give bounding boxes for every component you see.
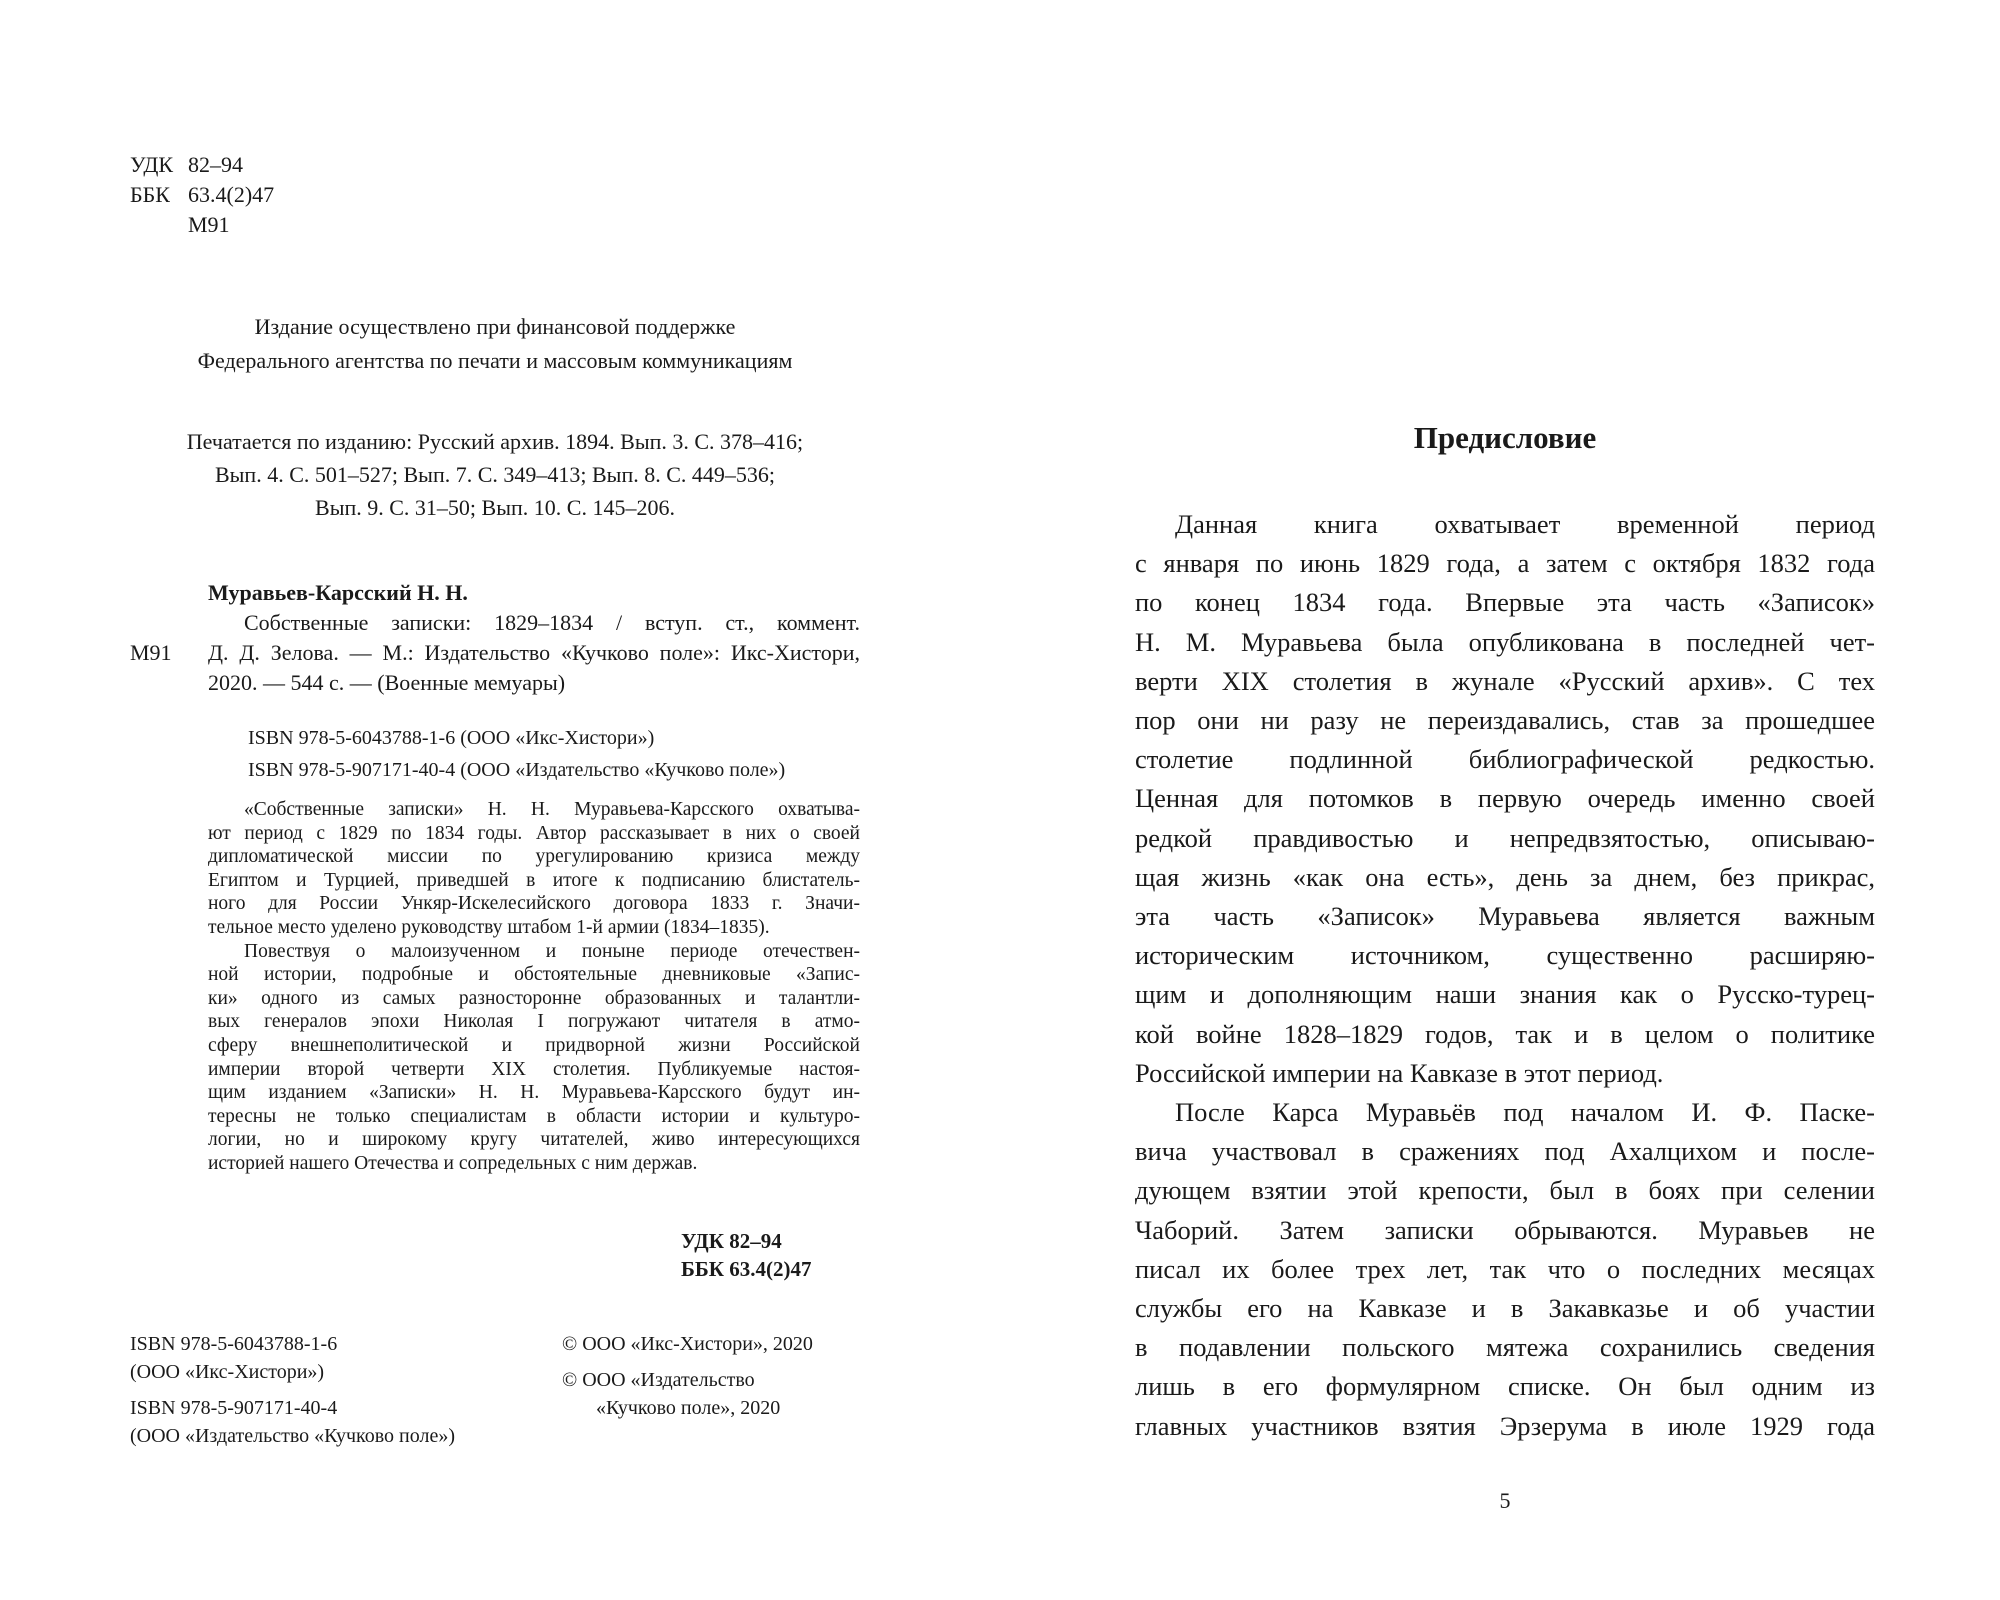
isbn-publisher: (ООО «Издательство «Кучково поле») bbox=[130, 1425, 456, 1447]
preface-text bbox=[1135, 505, 1875, 1446]
text-line: Чаборий. Затем записки обрываются. Муравьев не bbox=[1135, 1214, 1875, 1245]
text-line: Ценная для потомков в первую очередь именно своей bbox=[1135, 783, 1875, 814]
text-line: главных участников взятия Эрзерума в июле 1929 года bbox=[1135, 1410, 1875, 1441]
text-line: Повествуя о малоизученном и поныне периоде отечествен- bbox=[244, 940, 860, 962]
annotation-codes bbox=[681, 1227, 811, 1283]
page-number: 5 bbox=[1499, 1488, 1511, 1513]
bbk-row bbox=[130, 180, 274, 210]
record-author-sign: М91 bbox=[130, 640, 172, 665]
text-line: щим и дополняющим наши знания как о Русско-турец- bbox=[1135, 979, 1875, 1010]
text-line: кой войне 1828–1829 годов, так и в целом о политике bbox=[1135, 1018, 1875, 1049]
bibliographic-record bbox=[130, 578, 860, 698]
text-line: редкой правдивостью и непредвзятостью, описываю- bbox=[1135, 822, 1875, 853]
text-line: После Карса Муравьёв под началом И. Ф. Паске- bbox=[1175, 1097, 1875, 1128]
text-line: Данная книга охватывает временной период bbox=[1175, 509, 1875, 539]
chapter-heading: Предисловие bbox=[1413, 420, 1597, 455]
text-line: тересны не только специалистам в области истории и культуро- bbox=[208, 1105, 860, 1127]
text-line: империи второй четверти XIX столетия. Публикуемые настоя- bbox=[208, 1058, 860, 1080]
text-line: историческим источником, существенно расширяю- bbox=[1135, 940, 1875, 971]
text-line: с января по июнь 1829 года, а затем с октября 1832 года bbox=[1135, 548, 1875, 579]
text-line: службы его на Кавказе и в Закавказье и об участии bbox=[1135, 1293, 1875, 1324]
text-line: эта часть «Записок» Муравьева является важным bbox=[1135, 901, 1875, 932]
text-line: по конец 1834 года. Впервые эта часть «Записок» bbox=[1135, 587, 1875, 618]
record-description-line: 2020. — 544 с. — (Военные мемуары) bbox=[208, 670, 566, 695]
text-line: логии, но и широкому кругу читателей, живо интересующихся bbox=[208, 1129, 860, 1151]
text-line: Российской империи на Кавказе в этот период. bbox=[1135, 1057, 1664, 1088]
record-author: Муравьев-Карсский Н. Н. bbox=[208, 580, 468, 605]
text-line: историей нашего Отечества и сопредельных с ним держав. bbox=[208, 1152, 698, 1174]
right-page bbox=[1000, 0, 2000, 1600]
isbn-number: ISBN 978-5-907171-40-4 bbox=[130, 1397, 338, 1419]
udk-row bbox=[130, 150, 274, 180]
copyright-line: © ООО «Издательство bbox=[562, 1369, 755, 1391]
text-line: щая жизнь «как она есть», день за днем, без прикрас, bbox=[1135, 861, 1875, 892]
text-line: «Собственные записки» Н. Н. Муравьева-Карсского охватыва- bbox=[244, 799, 860, 820]
text-line: Египтом и Турцией, приведшей в итоге к подписанию блистатель- bbox=[208, 869, 860, 891]
text-line: Н. М. Муравьева была опубликована в последней чет- bbox=[1135, 626, 1875, 657]
isbn-list bbox=[130, 1330, 455, 1450]
text-line: дипломатической миссии по урегулированию кризиса между bbox=[208, 846, 860, 868]
classification-codes bbox=[130, 150, 274, 240]
annotation bbox=[208, 798, 860, 1176]
source-note-line: Вып. 9. С. 31–50; Вып. 10. С. 145–206. bbox=[315, 495, 675, 520]
text-line: верти XIX столетия в жунале «Русский архив». С тех bbox=[1135, 665, 1875, 696]
source-note-line: Печатается по изданию: Русский архив. 1894. Вып. 3. С. 378–416; bbox=[186, 429, 804, 454]
support-note-line: Издание осуществлено при финансовой поддержке bbox=[254, 314, 736, 339]
copyright-line: «Кучково поле», 2020 bbox=[596, 1397, 781, 1419]
source-note-line: Вып. 4. С. 501–527; Вып. 7. С. 349–413; Вып. 8. С. 449–536; bbox=[214, 462, 776, 487]
record-description bbox=[130, 608, 860, 698]
text-line: столетие подлинной библиографической редкостью. bbox=[1135, 744, 1875, 775]
text-line: щим изданием «Записки» Н. Н. Муравьева-Карсского будут ин- bbox=[208, 1082, 860, 1104]
isbn-number: ISBN 978-5-6043788-1-6 bbox=[130, 1333, 338, 1355]
text-line: дующем взятии этой крепости, был в боях при селении bbox=[1135, 1175, 1875, 1206]
text-line: ного для России Ункяр-Искелесийского договора 1833 г. Значи- bbox=[208, 893, 860, 915]
text-line: в подавлении польского мятежа сохранились сведения bbox=[1135, 1332, 1875, 1363]
text-line: вича участвовал в сражениях под Ахалцихом и после- bbox=[1135, 1136, 1875, 1167]
text-line: ной истории, подробные и обстоятельные дневниковые «Запис- bbox=[208, 964, 860, 986]
udk-value: 82–94 bbox=[188, 152, 243, 177]
support-note bbox=[130, 310, 860, 378]
annotation-udk: УДК 82–94 bbox=[681, 1229, 782, 1253]
annotation-bbk: ББК 63.4(2)47 bbox=[681, 1257, 812, 1281]
udk-label: УДК bbox=[130, 152, 174, 177]
isbn-publisher: (ООО «Икс-Хистори») bbox=[130, 1361, 325, 1383]
record-isbn-line: ISBN 978-5-907171-40-4 (ООО «Издательство «Кучково поле») bbox=[248, 759, 786, 781]
text-line: вых генералов эпохи Николая I погружают читателя в атмо- bbox=[208, 1011, 860, 1033]
source-note bbox=[130, 425, 860, 524]
copyright-block bbox=[562, 1330, 813, 1422]
text-line: пор они ни разу не переиздавались, став за прошедшее bbox=[1135, 705, 1875, 736]
record-isbn-line: ISBN 978-5-6043788-1-6 (ООО «Икс-Хистори») bbox=[248, 727, 655, 749]
support-note-line: Федерального агентства по печати и массовым коммуникациям bbox=[197, 348, 793, 373]
bbk-label: ББК bbox=[130, 182, 170, 207]
text-line: сферу внешнеполитической и придворной жизни Российской bbox=[208, 1034, 860, 1056]
copyright-line: © ООО «Икс-Хистори», 2020 bbox=[562, 1333, 813, 1355]
author-sign: М91 bbox=[188, 212, 230, 237]
text-line: лишь в его формулярном списке. Он был одним из bbox=[1135, 1371, 1875, 1402]
text-line: писал их более трех лет, так что о последних месяцах bbox=[1135, 1253, 1875, 1284]
record-description-line: Собственные записки: 1829–1834 / вступ. ст., коммент. bbox=[244, 610, 860, 635]
record-isbn-block bbox=[248, 722, 785, 786]
text-line: ют период с 1829 по 1834 годы. Автор рассказывает в них о своей bbox=[208, 822, 860, 844]
record-description-line: Д. Д. Зелова. — М.: Издательство «Кучково поле»: Икс-Хистори, bbox=[208, 640, 860, 665]
text-line: тельное место уделено руководству штабом 1-й армии (1834–1835). bbox=[208, 916, 770, 938]
text-line: ки» одного из самых разносторонне образованных и талантли- bbox=[208, 987, 860, 1009]
bbk-value: 63.4(2)47 bbox=[188, 182, 275, 207]
